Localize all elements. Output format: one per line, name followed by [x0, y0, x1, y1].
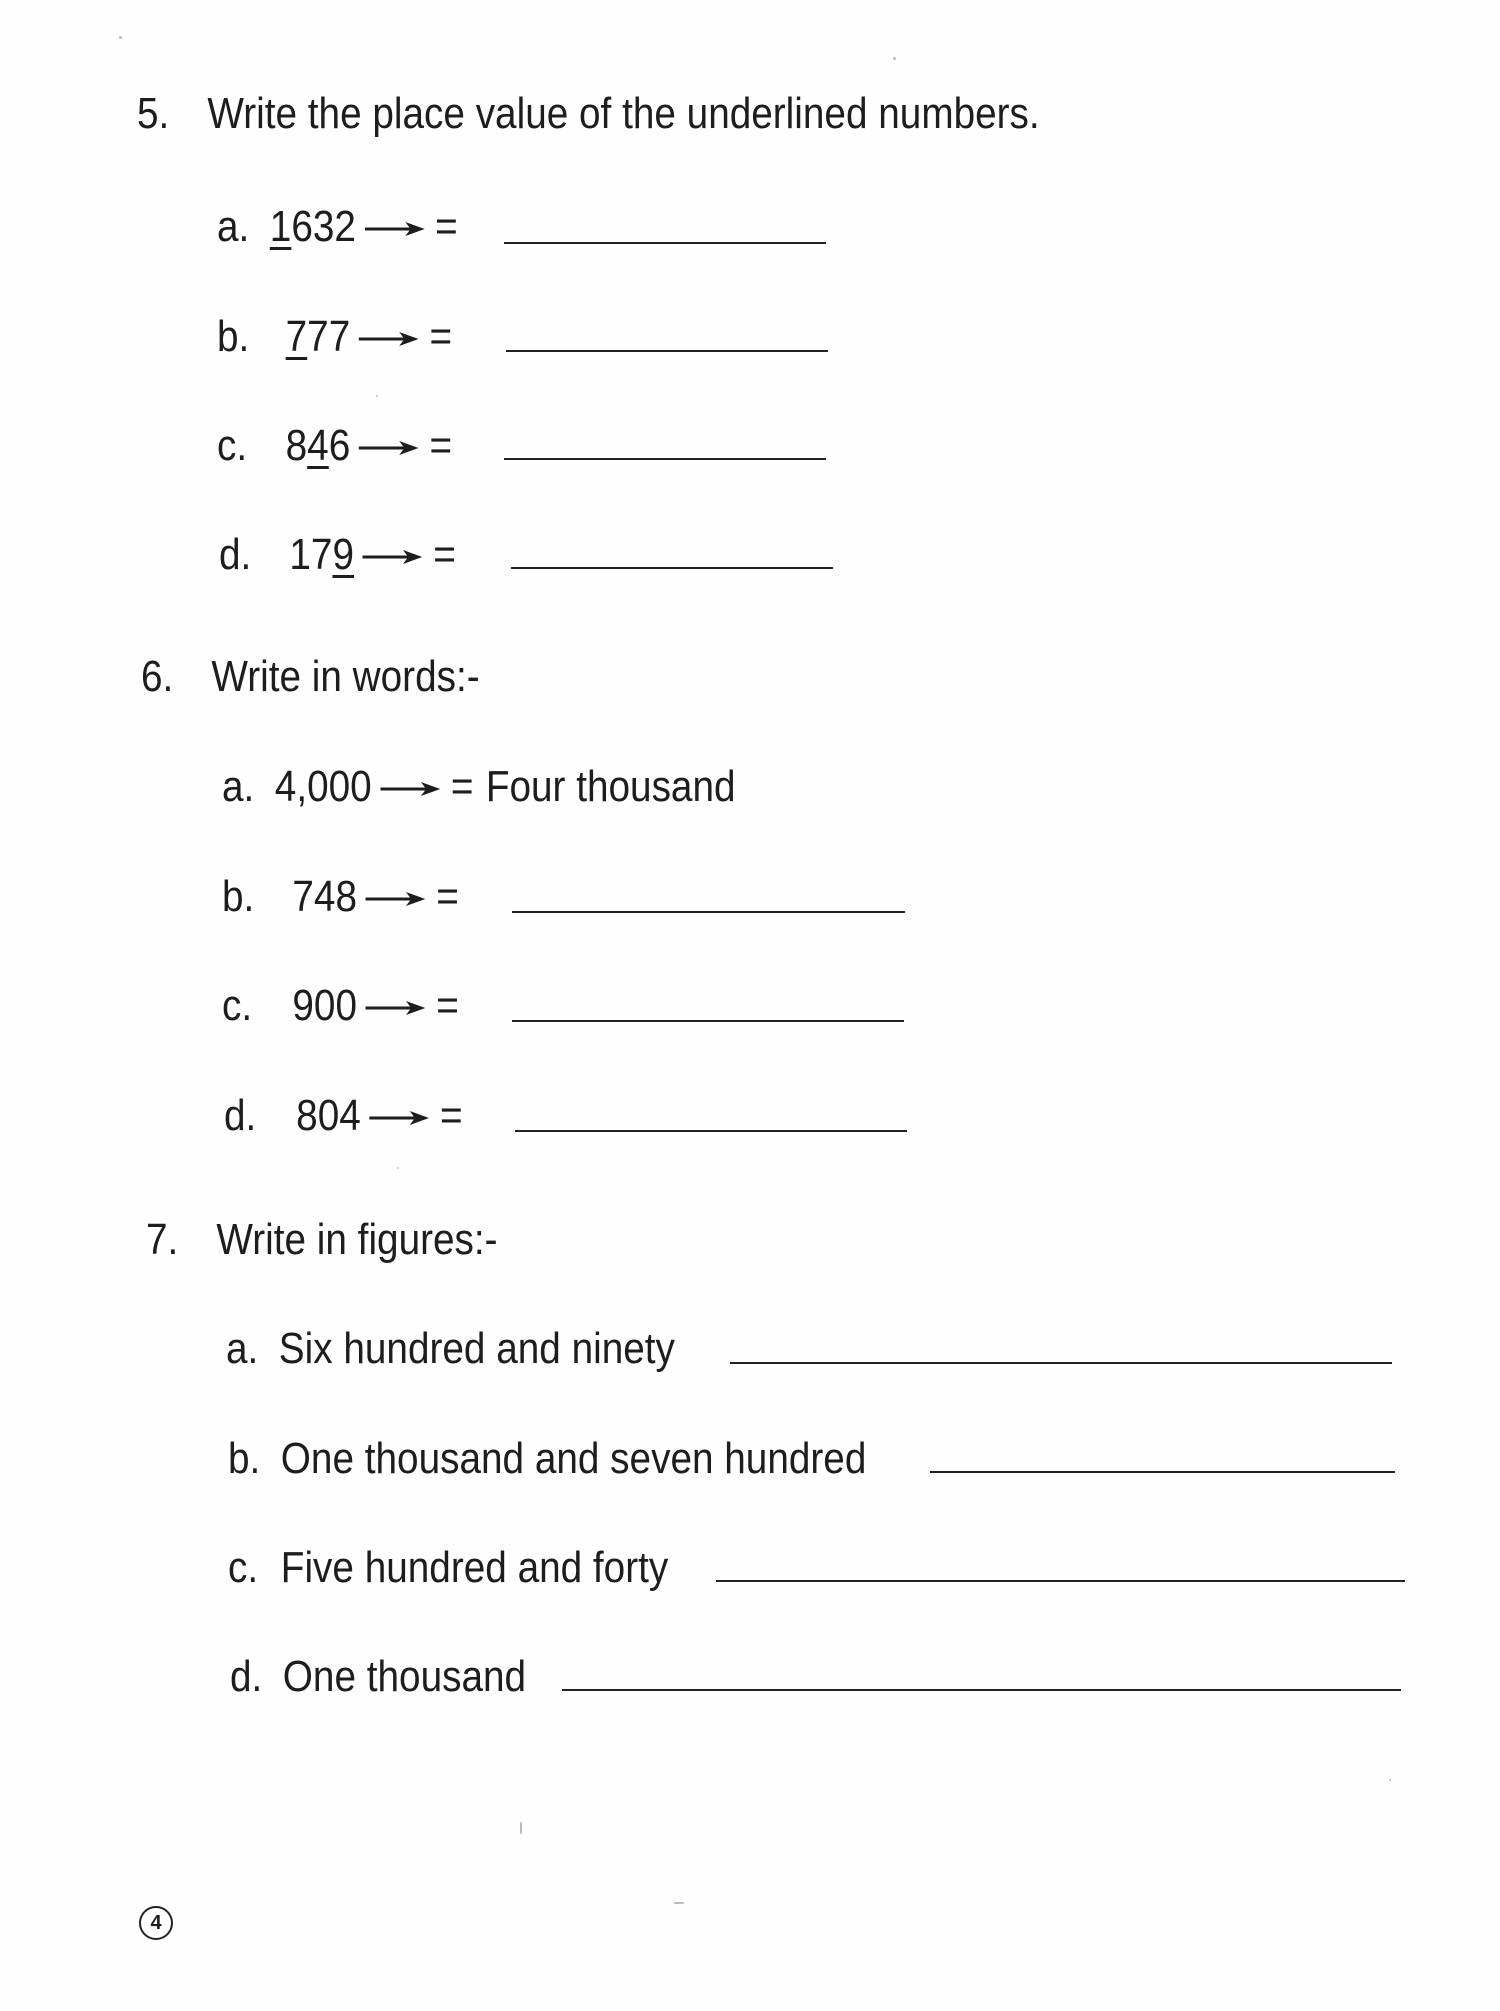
item-number: 1632 — [269, 202, 356, 251]
question-6d — [224, 1091, 463, 1140]
answer-line-6c[interactable] — [512, 1020, 904, 1022]
question-6c — [222, 981, 459, 1030]
item-letter: d. — [230, 1652, 263, 1701]
question-number: 6. — [141, 652, 174, 701]
question-5a — [217, 202, 458, 251]
equals-sign: = — [450, 762, 474, 811]
question-7d — [230, 1652, 527, 1701]
answer-line-7a[interactable] — [730, 1362, 1392, 1364]
item-letter: c. — [222, 981, 253, 1030]
answer-line-5d[interactable] — [511, 567, 833, 569]
scan-speck — [674, 1902, 684, 1904]
question-7a — [226, 1324, 675, 1373]
item-letter: a. — [222, 762, 255, 811]
answer-line-7b[interactable] — [930, 1471, 1395, 1473]
item-text: One thousand — [282, 1652, 527, 1701]
item-text: Five hundred and forty — [280, 1543, 669, 1592]
answer-line-5b[interactable] — [506, 350, 828, 352]
answer-line-7d[interactable] — [562, 1689, 1401, 1691]
equals-sign: = — [429, 421, 453, 470]
question-text: Write the place value of the underlined numbers. — [207, 89, 1040, 138]
answer-line-5c[interactable] — [504, 458, 826, 460]
item-number: 179 — [289, 530, 355, 579]
item-letter: c. — [228, 1543, 259, 1592]
item-number: 777 — [285, 312, 351, 361]
right-arrow-icon — [366, 889, 428, 909]
item-letter: a. — [217, 202, 250, 251]
answer-line-6b[interactable] — [512, 911, 905, 913]
equals-sign: = — [429, 312, 453, 361]
question-7b — [228, 1434, 867, 1483]
equals-sign: = — [436, 981, 459, 1030]
item-number: 4,000 — [274, 762, 372, 811]
question-5b — [217, 312, 453, 361]
item-letter: b. — [217, 312, 250, 361]
scan-speck — [893, 57, 896, 60]
question-number: 5. — [137, 89, 170, 138]
underlined-digit: 4 — [307, 421, 329, 470]
item-number: 846 — [285, 421, 351, 470]
question-5d — [219, 530, 456, 579]
item-letter: b. — [222, 872, 255, 921]
equals-sign: = — [439, 1091, 463, 1140]
underlined-digit: 1 — [269, 202, 292, 251]
question-text: Write in words:- — [211, 652, 480, 701]
underlined-digit: 9 — [332, 530, 355, 579]
page-number-badge: 4 — [139, 1906, 173, 1940]
question-5-title — [137, 89, 1040, 138]
scan-speck — [1389, 1779, 1391, 1781]
item-letter: c. — [217, 421, 248, 470]
right-arrow-icon — [359, 329, 421, 349]
question-6-title — [141, 652, 480, 701]
right-arrow-icon — [363, 547, 425, 567]
scan-speck — [397, 1167, 399, 1169]
question-6a — [222, 762, 736, 811]
question-6b — [222, 872, 459, 921]
equals-sign: = — [436, 872, 459, 921]
answer-text: Four thousand — [485, 762, 736, 811]
right-arrow-icon — [366, 998, 428, 1018]
question-number: 7. — [146, 1215, 179, 1264]
right-arrow-icon — [370, 1108, 432, 1128]
equals-sign: = — [435, 202, 458, 251]
equals-sign: = — [433, 530, 456, 579]
item-number: 900 — [292, 981, 358, 1030]
item-number: 748 — [292, 872, 358, 921]
answer-line-5a[interactable] — [504, 242, 826, 244]
right-arrow-icon — [365, 219, 427, 239]
answer-line-7c[interactable] — [716, 1580, 1405, 1582]
question-text: Write in figures:- — [216, 1215, 498, 1264]
item-letter: d. — [224, 1091, 257, 1140]
question-5c — [217, 421, 453, 470]
item-letter: a. — [226, 1324, 259, 1373]
answer-line-6d[interactable] — [515, 1130, 907, 1132]
underlined-digit: 7 — [285, 312, 308, 361]
scan-speck — [119, 36, 122, 39]
item-letter: d. — [219, 530, 252, 579]
scan-speck — [376, 395, 378, 397]
item-text: Six hundred and ninety — [278, 1324, 675, 1373]
right-arrow-icon — [380, 779, 442, 799]
question-7-title — [146, 1215, 498, 1264]
item-text: One thousand and seven hundred — [280, 1434, 867, 1483]
right-arrow-icon — [359, 438, 421, 458]
item-letter: b. — [228, 1434, 261, 1483]
item-number: 804 — [296, 1091, 361, 1140]
question-7c — [228, 1543, 669, 1592]
scan-speck — [520, 1822, 522, 1834]
